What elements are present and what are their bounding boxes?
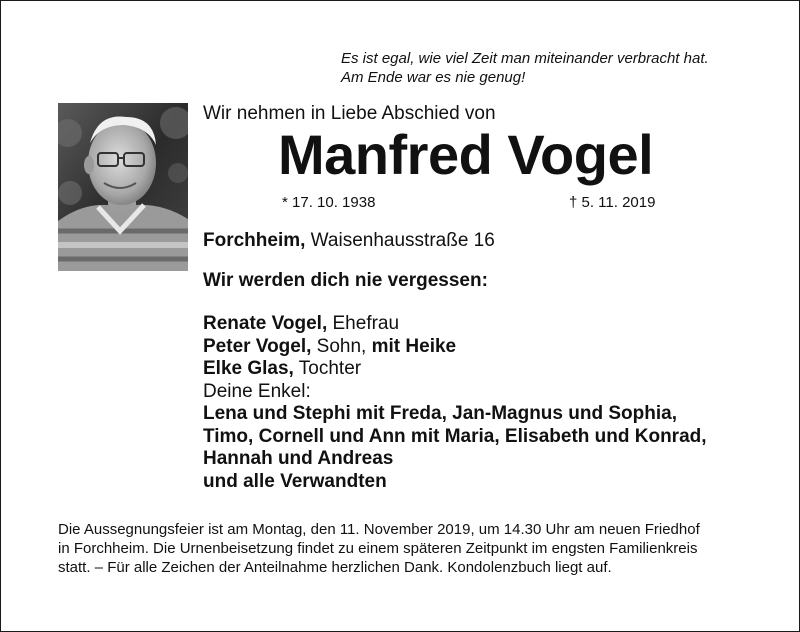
- grandchildren-line: Timo, Cornell und Ann mit Maria, Elisabeth und Konrad,: [203, 425, 707, 447]
- mourner-relation: Tochter: [293, 358, 362, 379]
- mourner-relation: Ehefrau: [327, 313, 400, 334]
- mourner-renate: [203, 313, 707, 336]
- address-street: Waisenhausstraße 16: [305, 230, 495, 251]
- death-date: † 5. 11. 2019: [569, 194, 656, 211]
- quote: [341, 49, 709, 87]
- mourner-partner: mit Heike: [371, 335, 457, 357]
- motto: Wir werden dich nie vergessen:: [203, 270, 488, 291]
- grandchildren-label: Deine Enkel:: [203, 380, 311, 402]
- address: [203, 229, 495, 253]
- grandchildren-line: Lena und Stephi mit Freda, Jan-Magnus und Sophia,: [203, 403, 677, 424]
- quote-line: Am Ende war es nie genug!: [341, 69, 526, 86]
- footer-line: statt. – Für alle Zeichen der Anteilnahme herzlichen Dank. Kondolenzbuch liegt auf.: [58, 559, 612, 576]
- mourner-name: Peter Vogel,: [203, 335, 312, 357]
- mourner-name: Elke Glas,: [203, 358, 294, 379]
- funeral-details: [58, 520, 758, 577]
- relatives-line: und alle Verwandten: [203, 470, 387, 492]
- portrait-photo: [58, 103, 188, 271]
- portrait-image: [58, 103, 188, 271]
- address-city: Forchheim,: [203, 230, 306, 251]
- footer-line: Die Aussegnungsfeier ist am Montag, den 11. November 2019, um 14.30 Uhr am neuen Friedhof: [58, 521, 700, 538]
- birth-date: * 17. 10. 1938: [282, 194, 376, 211]
- deceased-name: Manfred Vogel: [278, 123, 654, 186]
- mourners-list: [203, 313, 707, 493]
- mourner-elke: [203, 358, 707, 381]
- mourner-peter: [203, 336, 707, 359]
- mourner-name: Renate Vogel,: [203, 313, 328, 334]
- mourner-relation: Sohn,: [311, 335, 372, 357]
- footer-line: in Forchheim. Die Urnenbeisetzung findet zu einem späteren Zeitpunkt im engsten Familienkreis: [58, 540, 698, 557]
- grandchildren-line: Hannah und Andreas: [203, 448, 394, 469]
- quote-line: Es ist egal, wie viel Zeit man miteinander verbracht hat.: [341, 50, 709, 67]
- intro-line: Wir nehmen in Liebe Abschied von: [203, 103, 496, 124]
